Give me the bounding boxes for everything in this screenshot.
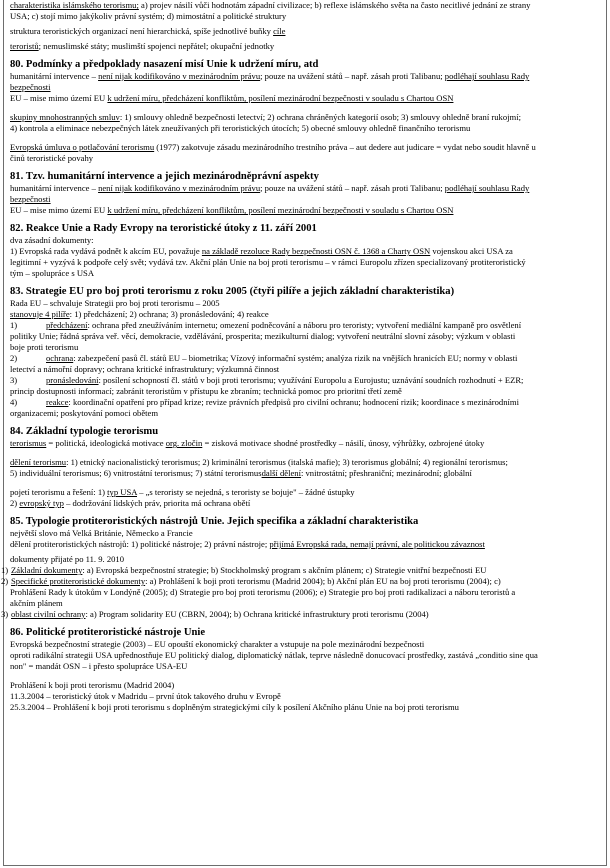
section-heading-85: 85. Typologie protiteroristických nástrojů Unie. Jejich specifika a základní charakteristika (10, 516, 419, 527)
text-line: politiky Unie; řádná správa veř. věcí, demokracie, vzdělávání, prosperita; mezikulturní dialog; vytvoření neutrální slovní zásoby; výzkum v oblasti (10, 331, 516, 341)
text-span: : a) Evropská bezpečnostní strategie; b) Stockholmský program s akčním plánem; c) Strategie vnitřní bezpečnosti EU (82, 565, 487, 575)
text-span: : 1) etnický nacionalistický terorismus; 2) kriminální terorismus (italská mafie); 3) terorismus globální; 4) regionální terorismus; (66, 457, 508, 467)
underlined-term: k udržení míru, předcházení konfliktům, posílení mezinárodní bezpečnosti v souladu s Chartou OSN (107, 205, 454, 215)
text-span: ; pouze na uvážení států – např. zásah proti Talibanu; (260, 71, 445, 81)
list-number: 1) (1, 565, 9, 575)
underlined-term: podléhají souhlasu Rady (444, 71, 530, 81)
text-span: EU – mise mimo území EU (10, 93, 108, 103)
text-span: EU – mise mimo území EU (10, 205, 108, 215)
pillar-line (10, 397, 606, 408)
text-line (10, 41, 606, 52)
text-line: bezpečnosti (10, 82, 51, 92)
pillar-line (10, 375, 606, 386)
underlined-term: terorismus (10, 438, 47, 448)
underlined-term: charakteristika islámského terorismu; (10, 0, 139, 10)
text-line: největší slovo má Velká Británie, Německo a Francie (10, 528, 193, 538)
text-span: : 1) předcházení; 2) ochrana; 3) pronásledování; 4) reakce (69, 309, 269, 319)
doc-line (1, 609, 606, 620)
text-line: organizacemi; poskytování pomoci obětem (10, 408, 159, 418)
underlined-term: pronásledování (46, 375, 99, 385)
text-span: : vnitrostátní; přeshraniční; mezinárodní; globální (300, 468, 472, 478)
text-line: letectví a námořní dopravy; ochrana kritické infrastruktury; výzkumná činnost (10, 364, 280, 374)
list-number: 3) (10, 375, 18, 385)
text-span: ; nemuslimské státy; muslimští spojenci nepřátel; okupační jednotky (38, 41, 275, 51)
text-line (10, 183, 606, 194)
text-span: = zisková motivace shodné prostředky – násilí, únosy, výhrůžky, ozbrojené útoky (202, 438, 485, 448)
text-line (10, 438, 606, 449)
underlined-term: skupiny mnohostranných smluv (10, 112, 120, 122)
section-heading-84: 84. Základní typologie terorismu (10, 426, 159, 437)
underlined-term: přijímá Evropská rada, nemají právní, ale politickou závaznost (269, 539, 485, 549)
text-line: tým – spolupráce s USA (10, 268, 95, 278)
text-line: boje proti terorismu (10, 342, 79, 352)
text-span: (1977) zakotvuje zásadu mezinárodního trestního práva – aut dedere aut judicare = vydat nebo soudit hlavně u (154, 142, 536, 152)
text-span: vojenskou akci USA za (430, 246, 513, 256)
underlined-term: stanovuje 4 pilíře (10, 309, 70, 319)
text-line (10, 142, 606, 153)
underlined-term: Základní dokumenty (11, 565, 83, 575)
pillar-line (10, 353, 606, 364)
list-number: 3) (1, 609, 9, 619)
list-number: 4) (10, 397, 18, 407)
doc-line (1, 565, 606, 576)
text-line (10, 487, 606, 498)
text-line (10, 205, 606, 216)
section-heading-81: 81. Tzv. humanitární intervence a jejich mezinárodněprávní aspekty (10, 171, 319, 182)
text-line: 11.3.2004 – teroristický útok v Madridu – první útok takového druhu v Evropě (10, 691, 281, 701)
text-span: humanitární intervence – (10, 71, 99, 81)
text-line (10, 26, 606, 37)
text-span: a) projev násilí vůči hodnotám západní civilizace; b) reflexe islámského světa na často necitlivé jednání ze strany (138, 0, 531, 10)
text-line: bezpečnosti (10, 194, 51, 204)
text-line: Prohlášení k boji proti terorismu (Madrid 2004) (10, 680, 175, 690)
text-span: ; pouze na uvážení států – např. zásah proti Talibanu; (260, 183, 445, 193)
text-span: : posílení schopností čl. států v boji proti terorismu; využívání Europolu a Eurojustu; uznávání soudních rozhodnutí + EZR; (98, 375, 524, 385)
underlined-term: k udržení míru, předcházení konfliktům, posílení mezinárodní bezpečnosti v souladu s Chartou OSN (107, 93, 454, 103)
text-line (10, 71, 606, 82)
underlined-term: org. zločin (165, 438, 203, 448)
underlined-term: reakce (46, 397, 69, 407)
underlined-term: další dělení (261, 468, 301, 478)
section-heading-83: 83. Strategie EU pro boj proti terorismu z roku 2005 (čtyři pilíře a jejich základní charakteristika) (10, 286, 455, 297)
text-line (10, 112, 606, 123)
underlined-term: Evropská úmluva o potlačování terorismu (10, 142, 155, 152)
text-line (10, 468, 606, 479)
underlined-term: ochrana (46, 353, 74, 363)
underlined-term: dělení terorismu (10, 457, 67, 467)
text-line: legitimní + vyzývá k podpoře celý svět; vydává tzv. Akční plán Unie na boj proti terorismu – v rámci Europolu zřízen specializovaný protiteroristický (10, 257, 526, 267)
underlined-term: cíle (273, 26, 286, 36)
section-heading-82: 82. Reakce Unie a Rady Evropy na teroristické útoky z 11. září 2001 (10, 223, 317, 234)
text-span: 1) Evropská rada vydává podnět k akcím EU, považuje (10, 246, 202, 256)
underlined-term: podléhají souhlasu Rady (444, 183, 530, 193)
text-line (10, 457, 606, 468)
text-span: dělení protiteroristických nástrojů: 1) politické nástroje; 2) právní nástroje; (10, 539, 270, 549)
text-line: 25.3.2004 – Prohlášení k boji proti terorismu s doplněným strategickými cíly k posílení Akčního plánu Unie na boj proti terorismu (10, 702, 459, 712)
underlined-term: na základě rezoluce Rady bezpečnosti OSN č. 1368 a Charty OSN (201, 246, 431, 256)
text-span: : a) Prohlášení k boji proti terorismu (Madrid 2004); b) Akční plán EU na boj proti terorismu (2004); c) (145, 576, 501, 586)
text-span: = politická, ideologická motivace (46, 438, 166, 448)
text-span: 5) individuální terorismus; 6) vnitrostátní terorismus; 7) státní terorismus (10, 468, 262, 478)
underlined-term: Specifické protiteroristické dokumenty (11, 576, 146, 586)
text-line (10, 246, 606, 257)
underlined-term: typ USA (107, 487, 137, 497)
text-line (10, 309, 606, 320)
text-line: USA; c) stojí mimo jakýkoliv právní systém; d) mimostátní a politické struktury (10, 11, 287, 21)
text-line: Prohlášení Rady k útokům v Londýně (2005); d) Strategie pro boj proti terorismu (2006); e) Strategie pro boj proti radikalizaci a náboru teroristů a (10, 587, 516, 597)
text-line: Rada EU – schvaluje Strategii pro boj proti terorismu – 2005 (10, 298, 220, 308)
list-number: 2) (1, 576, 9, 586)
text-span: 2) (10, 498, 20, 508)
text-span: : zabezpečení pasů čl. států EU – biometrika; Vízový informační systém; analýza rizik na vnějších hranicích EU; normy v oblasti (73, 353, 518, 363)
text-span: : koordinační opatření pro případ krize; revize právních předpisů pro civilní ochranu; hodnocení rizik; koordinace s mezinárodními (68, 397, 519, 407)
list-number: 2) (10, 353, 18, 363)
section-heading-80: 80. Podmínky a předpoklady nasazení misí Unie k udržení míru, atd (10, 59, 319, 70)
text-line: dva zásadní dokumenty: (10, 235, 94, 245)
text-line: princip dostupnosti informací; zabránit teroristům v přístupu ke zbraním; technická pomoc pro prioritní třetí země (10, 386, 402, 396)
doc-line (1, 576, 606, 587)
underlined-term: předcházení (46, 320, 88, 330)
text-line: non" = mandát OSN – i přesto spolupráce USA-EU (10, 661, 188, 671)
text-span: – dodržování lidských práv, priorita má ochrana obětí (63, 498, 251, 508)
underlined-term: není nijak kodifikováno v mezinárodním právu (98, 183, 261, 193)
text-line (10, 0, 606, 11)
list-number: 1) (10, 320, 18, 330)
text-line: oproti radikální strategii USA upřednostňuje EU politický dialog, diplomatický nátlak, teprve následně donucovací prostředky, zastává „conditio sine qua (10, 650, 538, 660)
text-line: akčním plánem (10, 598, 63, 608)
text-span: : ochrana před zneužíváním internetu; omezení podněcování a náboru pro teroristy; vytvoření mediální kampaně pro osvětlení (87, 320, 522, 330)
text-line (10, 93, 606, 104)
underlined-term: evropský typ (19, 498, 64, 508)
text-line: 4) kontrola a eliminace nebezpečných látek zneužívaných při teroristických útocích; 5) obecné smlouvy ohledně finančního terorismu (10, 123, 471, 133)
underlined-term: není nijak kodifikováno v mezinárodním právu (98, 71, 261, 81)
text-span: pojetí terorismu a řešení: 1) (10, 487, 108, 497)
text-span: : a) Program solidarity EU (CBRN, 2004); b) Ochrana kritické infrastruktury proti terorismu (2004) (85, 609, 429, 619)
text-line: dokumenty přijaté po 11. 9. 2010 (10, 554, 125, 564)
pillar-line (10, 320, 606, 331)
text-line (10, 539, 606, 550)
document-page (3, 0, 607, 866)
text-line (10, 498, 606, 509)
text-line: činů teroristické povahy (10, 153, 94, 163)
text-span: : 1) smlouvy ohledně bezpečnosti letectví; 2) ochrana chráněných kategorií osob; 3) smlouvy ohledně braní rukojmí; (119, 112, 521, 122)
section-heading-86: 86. Politické protiteroristické nástroje Unie (10, 627, 206, 638)
text-line: Evropská bezpečnostní strategie (2003) – EU opouští ekonomický charakter a vstupuje na pole mezinárodní bezpečnosti (10, 639, 425, 649)
underlined-term: oblast civilní ochrany (11, 609, 86, 619)
text-span: – „s teroristy se nejedná, s teroristy se bojuje" – žádné ústupky (137, 487, 355, 497)
text-span: humanitární intervence – (10, 183, 99, 193)
underlined-term: teroristů (10, 41, 39, 51)
text-span: struktura teroristických organizací není hierarchická, spíše jednotlivé buňky (10, 26, 274, 36)
